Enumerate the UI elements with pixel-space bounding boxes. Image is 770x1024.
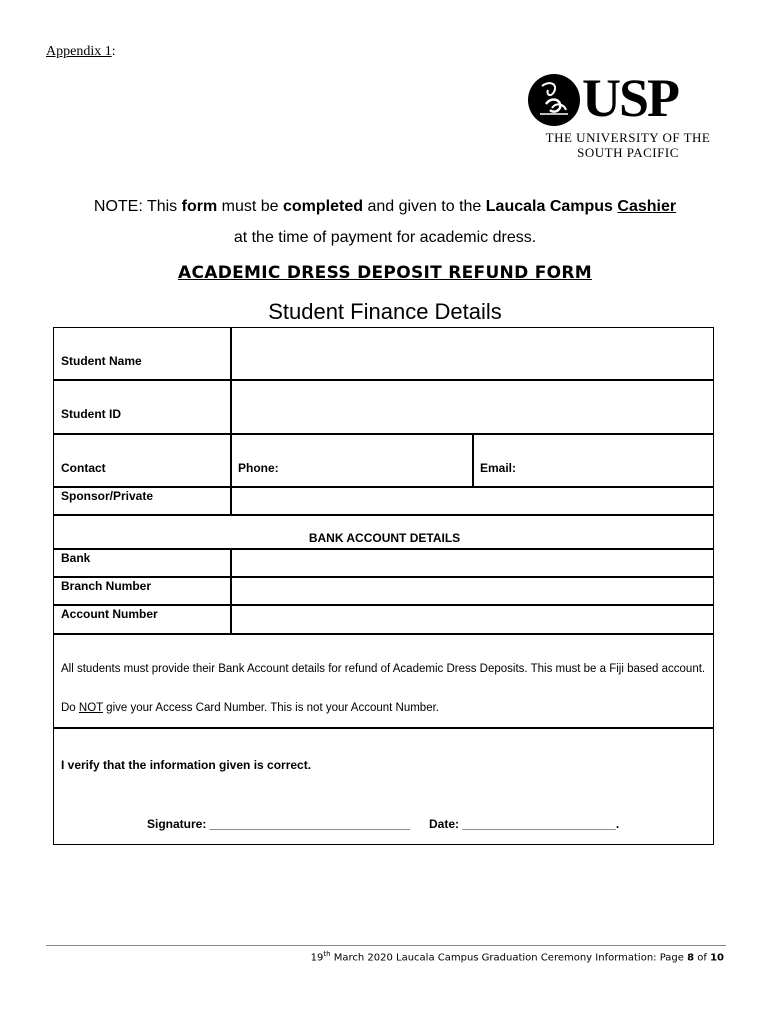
- appendix-label: Appendix 1:: [46, 44, 116, 59]
- bank-details-header: BANK ACCOUNT DETAILS: [308, 531, 461, 545]
- note-line1: NOTE: This form must be completed and given to the Laucala Campus Cashier: [93, 198, 677, 215]
- sponsor-field[interactable]: [232, 515, 715, 548]
- section-title: Student Finance Details: [268, 299, 502, 324]
- student-id-field[interactable]: [232, 381, 715, 433]
- account-number-field[interactable]: [232, 606, 715, 633]
- email-label: Email:: [480, 461, 517, 475]
- branch-number-label: Branch Number: [61, 579, 152, 593]
- signature-field[interactable]: Signature: ______________________________: [147, 817, 410, 831]
- note-line2: at the time of payment for academic dress.: [233, 229, 537, 246]
- bank-label: Bank: [61, 551, 91, 565]
- branch-number-field[interactable]: [232, 578, 715, 604]
- bank-field[interactable]: [232, 550, 715, 576]
- phone-label: Phone:: [238, 461, 279, 475]
- student-id-label: Student ID: [61, 407, 121, 421]
- sponsor-label: Sponsor/Private: [61, 489, 154, 503]
- logo-letters: USP: [582, 68, 679, 128]
- logo-subtitle-line2: SOUTH PACIFIC: [577, 145, 679, 160]
- page-footer: 19th March 2020 Laucala Campus Graduation Ceremony Information: Page 8 of 10: [310, 950, 724, 964]
- access-card-warning: Do NOT give your Access Card Number. This is not your Account Number.: [61, 702, 439, 714]
- usp-logo: [528, 68, 728, 164]
- student-name-field[interactable]: [232, 328, 715, 379]
- bank-info-text: All students must provide their Bank Account details for refund of Academic Dress Deposits. This must be a Fiji based account.: [61, 663, 706, 675]
- account-number-label: Account Number: [61, 607, 158, 621]
- date-field[interactable]: Date: _______________________.: [429, 817, 620, 831]
- usp-emblem-icon: [528, 74, 580, 126]
- finance-details-table: [53, 327, 714, 845]
- logo-subtitle-line1: THE UNIVERSITY OF THE: [545, 130, 711, 145]
- verify-statement: I verify that the information given is correct.: [61, 758, 312, 772]
- student-name-label: Student Name: [61, 354, 142, 368]
- form-title: ACADEMIC DRESS DEPOSIT REFUND FORM: [178, 263, 592, 283]
- footer-divider: [46, 945, 726, 946]
- contact-label: Contact: [61, 461, 106, 475]
